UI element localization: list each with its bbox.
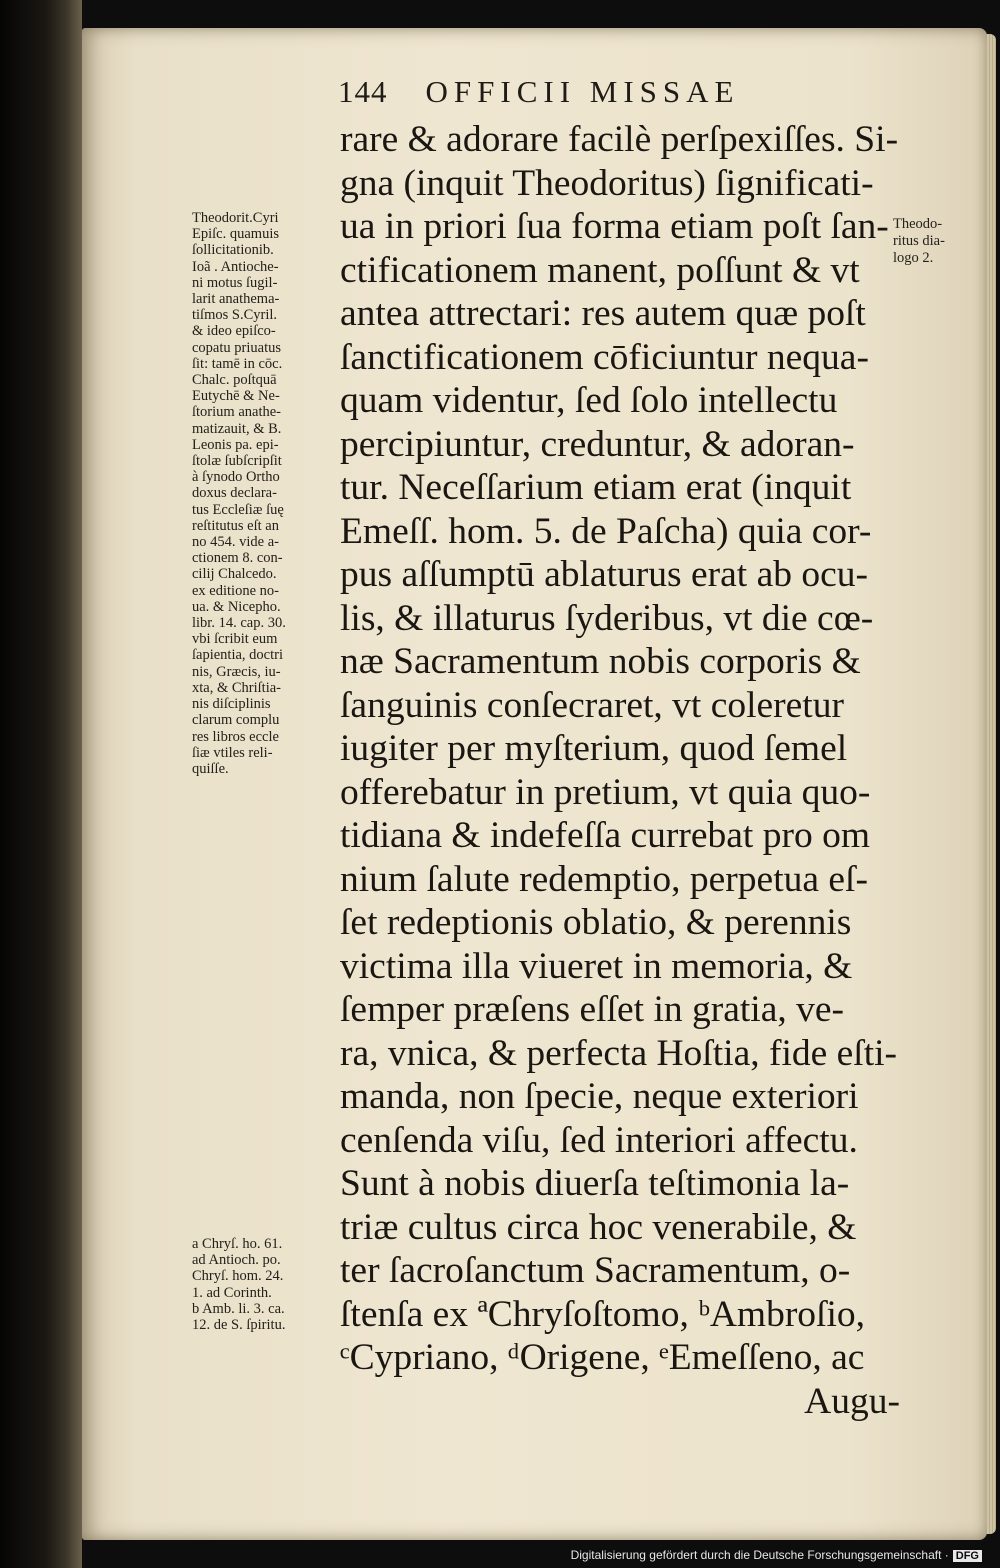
margin-note-theodoritus bbox=[192, 210, 337, 777]
margin-note-line: matizauit, & B. bbox=[192, 420, 282, 437]
margin-note-line: ex editione no- bbox=[192, 582, 279, 599]
text-line: lis, & illaturus ſyderibus, vt die cœ- bbox=[340, 597, 874, 639]
text-line: cenſenda viſu, ſed interiori affectu. bbox=[340, 1119, 858, 1161]
margin-note-line: nis diſciplinis bbox=[192, 696, 271, 713]
text-line: tidiana & indefeſſa currebat pro om bbox=[340, 815, 870, 856]
margin-note-right bbox=[893, 216, 973, 267]
margin-note-line: cilij Chalcedo. bbox=[192, 566, 277, 583]
text-line: næ Sacramentum nobis corporis & bbox=[340, 641, 861, 682]
digitization-credit bbox=[571, 1548, 982, 1562]
margin-note-line: reſtitutus eſt an bbox=[192, 517, 279, 534]
page-number: 144 bbox=[338, 74, 388, 109]
margin-note-line: larit anathema- bbox=[192, 291, 280, 308]
running-title: OFFICII MISSAE bbox=[425, 74, 740, 109]
margin-note-line: Theodorit.Cyri bbox=[192, 210, 279, 226]
margin-note-line: ritus dia- bbox=[893, 233, 945, 249]
text-line: percipiuntur, creduntur, & adoran- bbox=[340, 423, 855, 465]
margin-note-line: quiſſe. bbox=[192, 760, 229, 777]
text-line: quam videntur, ſed ſolo intellectu bbox=[340, 380, 838, 421]
main-text-block bbox=[340, 118, 900, 1423]
margin-note-line: & ideo epiſco- bbox=[192, 323, 276, 340]
margin-note-line: copatu priuatus bbox=[192, 339, 281, 356]
margin-note-line: Ioã . Antioche- bbox=[192, 258, 279, 275]
text-line: ſtenſa ex ªChryſoſtomo, ᵇAmbroſio, bbox=[340, 1293, 866, 1335]
text-line: pus aſſumptū ablaturus erat ab ocu- bbox=[340, 554, 868, 595]
margin-note-line: tiſmos S.Cyril. bbox=[192, 307, 278, 324]
margin-note-line: ſiæ vtiles reli- bbox=[192, 744, 273, 761]
margin-note-line: logo 2. bbox=[893, 250, 934, 266]
margin-note-line: ſollicitationib. bbox=[192, 242, 274, 259]
margin-note-line: ua. & Nicepho. bbox=[192, 598, 281, 615]
text-line: ua in priori ſua forma etiam poſt ſan- bbox=[340, 206, 889, 247]
text-line: victima illa viueret in memoria, & bbox=[340, 945, 853, 987]
text-line: triæ cultus circa hoc venerabile, & bbox=[340, 1206, 857, 1248]
margin-note-line: nis, Græcis, iu- bbox=[192, 663, 281, 680]
margin-note-line: xta, & Chriſtia- bbox=[192, 679, 281, 696]
margin-note-line: libr. 14. cap. 30. bbox=[192, 615, 286, 632]
text-line: offerebatur in pretium, vt quia quo- bbox=[340, 771, 871, 813]
margin-note-line: clarum complu bbox=[192, 712, 280, 729]
text-line: ſanguinis conſecraret, vt coleretur bbox=[340, 684, 844, 726]
margin-note-line: Leonis pa. epi- bbox=[192, 436, 279, 453]
margin-note-line: ad Antioch. po. bbox=[192, 1252, 281, 1269]
margin-note-line: à ſynodo Ortho bbox=[192, 469, 280, 486]
text-line: ſet redeptionis oblatio, & perennis bbox=[340, 902, 852, 943]
margin-note-line: Chryſ. hom. 24. bbox=[192, 1268, 284, 1285]
margin-note-line: ſit: tamē in cōc. bbox=[192, 355, 283, 372]
text-line: ra, vnica, & perfecta Hoſtia, fide eſti- bbox=[340, 1032, 898, 1074]
margin-note-line: vbi ſcribit eum bbox=[192, 631, 278, 648]
text-line: tur. Neceſſarium etiam erat (inquit bbox=[340, 467, 852, 508]
margin-note-line: 1. ad Corinth. bbox=[192, 1284, 272, 1301]
margin-note-line: Theodo- bbox=[893, 216, 943, 232]
margin-note-line: a Chryſ. ho. 61. bbox=[192, 1236, 283, 1252]
margin-note-line: doxus declara- bbox=[192, 485, 277, 502]
book-spine bbox=[0, 0, 82, 1568]
text-line: antea attrectari: res autem quæ poſt bbox=[340, 293, 866, 334]
margin-note-line: ſtorium anathe- bbox=[192, 404, 281, 421]
margin-note-line: Eutychē & Ne- bbox=[192, 388, 280, 405]
text-line: ter ſacroſanctum Sacramentum, o- bbox=[340, 1250, 851, 1291]
text-line: gna (inquit Theodoritus) ſignificati- bbox=[340, 162, 874, 204]
text-line: ctificationem manent, poſſunt & vt bbox=[340, 249, 860, 291]
margin-note-line: Chalc. poſtquā bbox=[192, 372, 277, 389]
margin-note-line: 12. de S. ſpiritu. bbox=[192, 1317, 286, 1334]
text-line: manda, non ſpecie, neque exteriori bbox=[340, 1076, 859, 1117]
running-header bbox=[338, 74, 739, 110]
margin-note-line: tus Eccleſiæ ſuę bbox=[192, 501, 284, 518]
text-line: ſanctificationem cōficiuntur nequa- bbox=[340, 336, 869, 378]
credit-text: Digitalisierung gefördert durch die Deutsche Forschungsgemeinschaft · bbox=[570, 1548, 949, 1562]
margin-note-references bbox=[192, 1236, 337, 1333]
text-line: nium ſalute redemptio, perpetua eſ- bbox=[340, 858, 868, 900]
margin-note-line: b Amb. li. 3. ca. bbox=[192, 1300, 285, 1317]
margin-note-line: ſapientia, doctri bbox=[192, 647, 283, 664]
margin-note-line: ctionem 8. con- bbox=[192, 550, 283, 567]
catchword: Augu- bbox=[804, 1380, 900, 1422]
text-line: rare & adorare facilè perſpexiſſes. Si- bbox=[340, 119, 899, 160]
dfg-logo: DFG bbox=[953, 1550, 982, 1562]
margin-note-line: res libros eccle bbox=[192, 728, 279, 745]
margin-note-line: Epiſc. quamuis bbox=[192, 226, 279, 243]
text-line: Sunt à nobis diuerſa teſtimonia la- bbox=[340, 1163, 850, 1204]
text-line: iugiter per myſterium, quod ſemel bbox=[340, 728, 848, 769]
text-line: ᶜCypriano, ᵈOrigene, ᵉEmeſſeno, ac bbox=[340, 1337, 865, 1378]
margin-note-line: no 454. vide a- bbox=[192, 534, 279, 551]
text-line: ſemper præſens eſſet in gratia, ve- bbox=[340, 989, 844, 1030]
margin-note-line: ſtolæ ſubſcripſit bbox=[192, 453, 282, 470]
margin-note-line: ni motus ſugil- bbox=[192, 274, 278, 291]
text-line: Emeſſ. hom. 5. de Paſcha) quia cor- bbox=[340, 510, 872, 552]
